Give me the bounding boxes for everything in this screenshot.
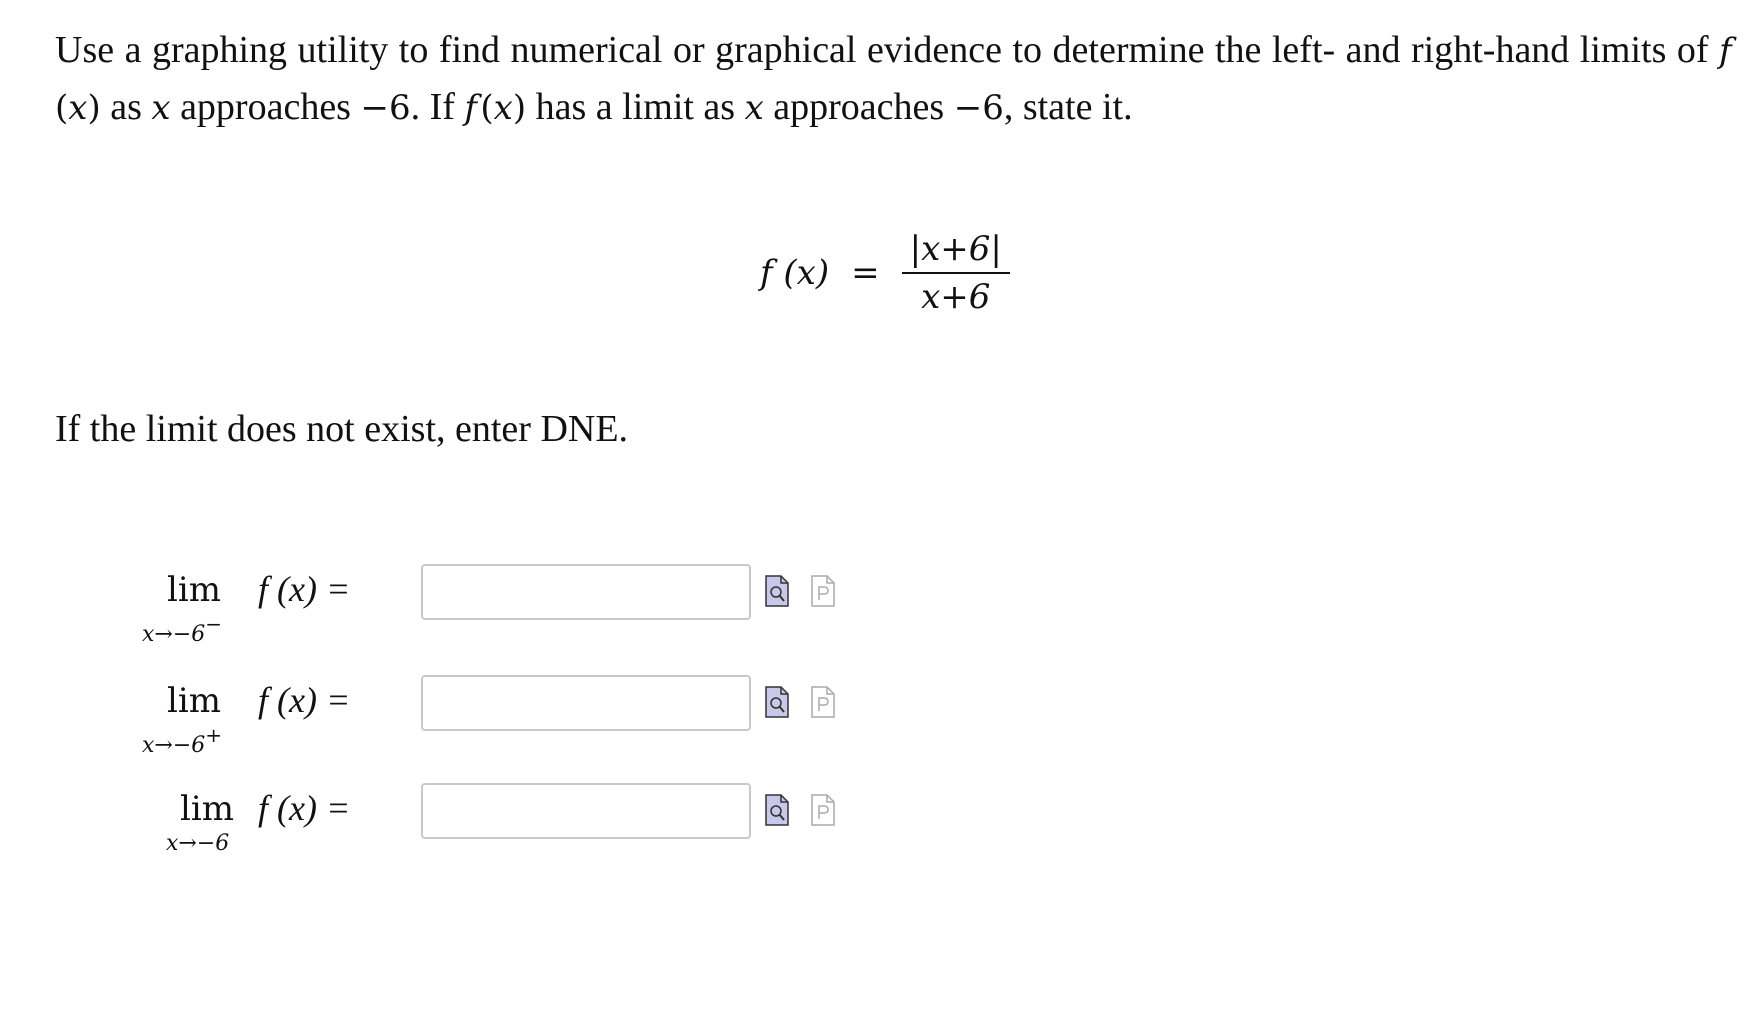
fraction-numerator: |x+6|: [909, 229, 1002, 269]
fraction-denominator: x+6: [921, 277, 991, 317]
preview-icon[interactable]: [764, 685, 790, 719]
limit-expression: f (x) =: [258, 569, 351, 609]
lim-superscript-minus: −: [205, 612, 223, 636]
preview-icon[interactable]: [764, 793, 790, 827]
preview-icon[interactable]: [764, 574, 790, 608]
word-approaches-2: approaches: [773, 86, 945, 128]
question-text: [55, 22, 1735, 136]
question-intro: Use a graphing utility to find numerical or graphical evidence to determine the left- and right-hand limits of: [55, 29, 1709, 71]
lim-subscript: x→−6−: [142, 612, 223, 647]
limit-expression: f (x) =: [258, 680, 351, 720]
lim-subscript: x→−6: [166, 831, 230, 856]
word-as: as: [110, 86, 142, 128]
math-x-2: x: [744, 88, 764, 128]
limit-row-left: [0, 560, 900, 650]
limit-expression: f (x) =: [258, 788, 351, 828]
function-lhs: f (x): [760, 253, 830, 293]
lim-word: lim: [167, 681, 221, 721]
right-limit-input[interactable]: [421, 675, 751, 731]
two-sided-limit-input[interactable]: [421, 783, 751, 839]
lim-superscript-plus: +: [205, 723, 223, 747]
left-limit-input[interactable]: [421, 564, 751, 620]
hint-icon[interactable]: [810, 574, 836, 608]
word-if: . If: [410, 86, 455, 128]
function-definition: [760, 218, 1010, 328]
equals-sign: =: [851, 253, 880, 293]
math-neg-six: −6: [360, 88, 411, 128]
lim-word: lim: [180, 789, 234, 829]
lim-subscript: x→−6+: [142, 723, 223, 758]
fraction: [902, 226, 1010, 320]
math-neg-six-2: −6: [953, 88, 1004, 128]
word-state-it: , state it.: [1003, 86, 1133, 128]
limit-row-two-sided: [0, 779, 900, 869]
math-f-2: f (x): [464, 88, 527, 128]
lim-word: lim: [167, 570, 221, 610]
dne-instruction: If the limit does not exist, enter DNE.: [55, 408, 629, 450]
word-has-limit: has a limit as: [535, 86, 736, 128]
limit-row-right: [0, 671, 900, 761]
math-x: x: [151, 88, 171, 128]
hint-icon[interactable]: [810, 685, 836, 719]
word-approaches: approaches: [180, 86, 351, 128]
hint-icon[interactable]: [810, 793, 836, 827]
math-f: f (x): [55, 31, 1732, 128]
